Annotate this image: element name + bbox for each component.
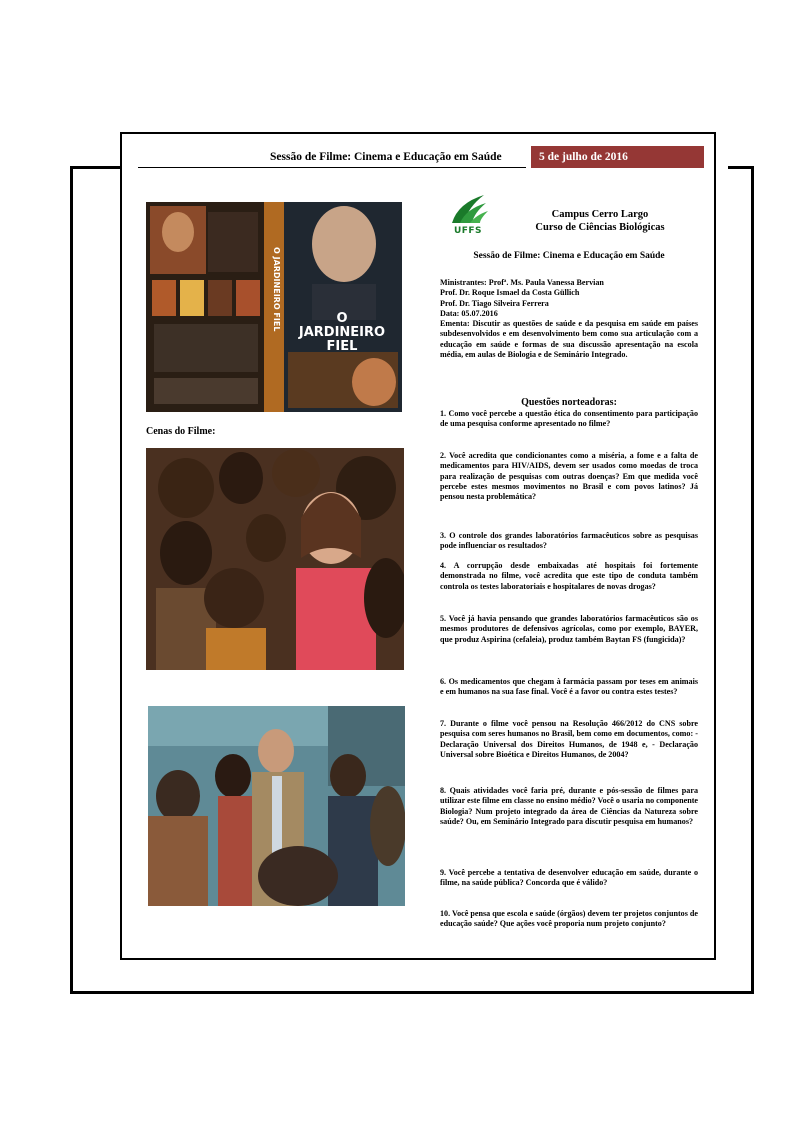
date-badge: 5 de julho de 2016 — [531, 146, 704, 168]
ministrante-1: Ministrantes: Profª. Ms. Paula Vanessa Bervian — [440, 278, 604, 287]
ministrante-3: Prof. Dr. Tiago Silveira Ferrera — [440, 298, 549, 308]
session-title: Sessão de Filme: Cinema e Educação em Saúde — [473, 251, 665, 261]
question-6: 6. Os medicamentos que chegam à farmácia passam por teses em animais e em humanos na sua fase final. Você é a favor ou contra estes testes? — [440, 677, 698, 697]
question-9: 9. Você percebe a tentativa de desenvolver educação em saúde, durante o filme, na saúde pública? Concorda que é válido? — [440, 868, 698, 888]
dvd-cover-image — [146, 202, 402, 412]
scenes-label: Cenas do Filme: — [146, 426, 216, 437]
header-rule — [138, 167, 526, 168]
question-7: 7. Durante o filme você pensou na Resolução 466/2012 do CNS sobre pesquisa com seres humanos no Brasil, bem como em documentos, como: - Declaração Universal dos Direitos Humanos, de 1948 e, - Declaração Universal sobre Bioética e Direitos Humanos, de 2004? — [440, 719, 698, 759]
ementa-text: Ementa: Discutir as questões de saúde e da pesquisa em saúde em países subdesenvolvidos e em desenvolvimento bem como sua articulação com a educação em saúde e formas de sua discussão apresentação na escola média, em aulas de Biologia e de Seminário Integrado. — [440, 319, 698, 360]
course-name: Curso de Ciências Biológicas — [535, 222, 665, 233]
ministrante-2: Prof. Dr. Roque Ismael da Costa Güllich — [440, 288, 580, 298]
header-title: Sessão de Filme: Cinema e Educação em Saúde — [270, 151, 502, 163]
campus-heading — [500, 208, 700, 234]
film-scene-market-image — [148, 706, 405, 906]
uffs-logo — [446, 193, 490, 239]
question-8: 8. Quais atividades você faria pré, durante e pós-sessão de filmes para utilizar este filme em classe no ensino médio? Você o usaria no componente Biologia? Num projeto integrado da área de Ciências da Natureza sobre saúde? Ou, em Seminário Integrado para discutir pesquisa em humanos? — [440, 786, 698, 826]
questions-heading: Questões norteadoras: — [521, 397, 617, 408]
question-10: 10. Você pensa que escola e saúde (órgãos) devem ter projetos conjuntos de educação saúde? Que ações você proporia num projeto conjunto? — [440, 909, 698, 929]
question-4: 4. A corrupção desde embaixadas até hospitais foi fortemente demonstrada no filme, você acredita que este tipo de conduta também controla os testes laboratoriais e hospitalares de novas drogas? — [440, 561, 698, 591]
cover-title-text: O JARDINEIRO FIEL — [298, 311, 386, 354]
question-3: 3. O controle dos grandes laboratórios farmacêuticos sobre as pesquisas pode influenciar os resultados? — [440, 531, 698, 551]
uffs-logo-text: UFFS — [453, 226, 483, 236]
campus-name: Campus Cerro Largo — [551, 209, 649, 220]
question-2: 2. Você acredita que condicionantes como a miséria, a fome e a falta de medicamentos para HIV/AIDS, devem ser usados como moedas de troca para realização de pesquisas com outras doenças? Em que medida você percebe estes mesmos movimentos no Brasil e com povos latinos? Já pensou nesta problemática? — [440, 451, 698, 502]
ministrantes-block — [440, 278, 698, 360]
film-scene-crowd-image — [146, 448, 404, 670]
svg-text:O JARDINEIRO FIEL: O JARDINEIRO FIEL — [272, 247, 281, 332]
question-5: 5. Você já havia pensando que grandes laboratórios farmacêuticos são os mesmos produtores de defensivos agrícolas, como por exemplo, BAYER, que produz Aspirina (cefaleia), produz também Baytan FS (fungicida)? — [440, 614, 698, 644]
question-1: 1. Como você percebe a questão ética do consentimento para participação de uma pesquisa conforme apresentado no filme? — [440, 409, 698, 429]
session-date: Data: 05.07.2016 — [440, 308, 498, 318]
